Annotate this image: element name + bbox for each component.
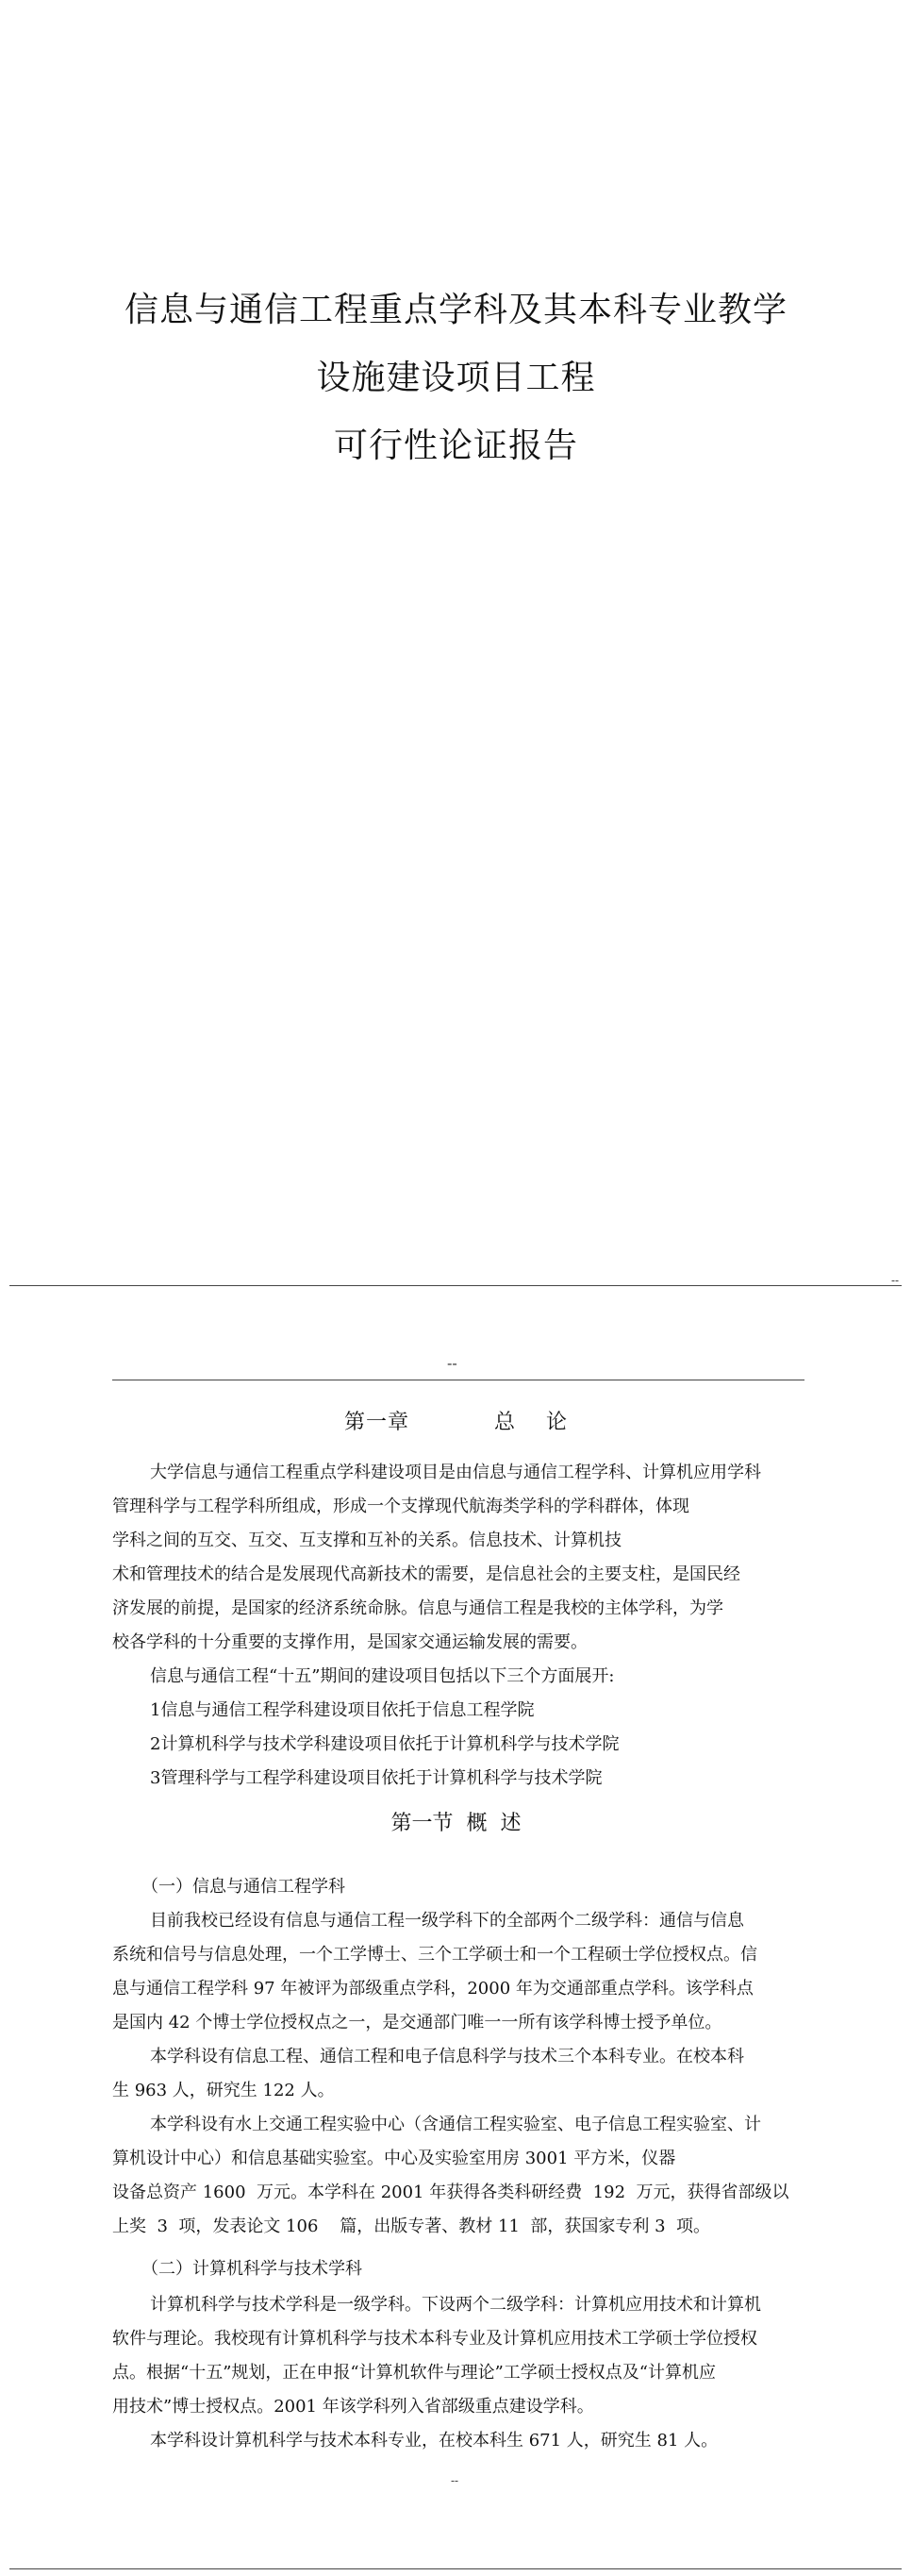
intro-line: 信息与通信工程“十五”期间的建设项目包括以下三个方面展开:: [150, 1666, 615, 1686]
chapter-heading: [0, 1406, 912, 1435]
intro-line: 术和管理技术的结合是发展现代高新技术的需要，是信息社会的主要支柱，是国民经: [112, 1564, 740, 1584]
sub2-line: 计算机科学与技术学科是一级学科。下设两个二级学科：计算机应用技术和计算机: [150, 2295, 761, 2315]
sub2-line: 用技术”博士授权点。2001 年该学科列入省部级重点建设学科。: [112, 2397, 594, 2417]
intro-line: 校各学科的十分重要的支撑作用，是国家交通运输发展的需要。: [112, 1632, 588, 1652]
sub2-line: 本学科设计算机科学与技术本科专业，在校本科生 671 人，研究生 81 人。: [150, 2431, 719, 2451]
intro-list-item: 2计算机科学与技术学科建设项目依托于计算机科学与技术学院: [150, 1734, 620, 1754]
sub1-line: 目前我校已经设有信息与通信工程一级学科下的全部两个二级学科：通信与信息: [150, 1911, 744, 1931]
sub1-paragraph-2: [112, 2040, 848, 2108]
sub2-line: 点。根据“十五”规划，正在申报“计算机软件与理论”工学硕士授权点及“计算机应: [112, 2363, 717, 2383]
sub1-paragraph-3: [112, 2108, 848, 2244]
sub1-line: 生 963 人，研究生 122 人。: [112, 2081, 335, 2100]
sub1-line: 设备总资产 1600 万元。本学科在 2001 年获得各类科研经费 192 万元，获得省部级以: [112, 2183, 789, 2202]
section-title: 第一节 概 述: [390, 1812, 522, 1835]
sub1-line: 本学科设有水上交通工程实验中心（含通信工程实验室、电子信息工程实验室、计: [150, 2115, 761, 2134]
page-bottom-rule: [9, 2568, 902, 2569]
sub1-line: 上奖 3 项，发表论文 106 篇，出版专著、教材 11 部，获国家专利 3 项。: [112, 2216, 710, 2236]
page-bottom-mark: --: [451, 2474, 459, 2487]
sub2-paragraph-1: [112, 2288, 848, 2424]
sub1-line: 算机设计中心）和信息基础实验室。中心及实验室用房 3001 平方米，仪器: [112, 2149, 676, 2168]
intro-line: 济发展的前提，是国家的经济系统命脉。信息与通信工程是我校的主体学科，为学: [112, 1598, 723, 1618]
intro-line: 管理科学与工程学科所组成，形成一个支撑现代航海类学科的学科群体，体现: [112, 1497, 689, 1516]
sub2-line: 软件与理论。我校现有计算机科学与技术本科专业及计算机应用技术工学硕士学位授权: [112, 2329, 757, 2349]
sub1-line: 系统和信号与信息处理，一个工学博士、三个工学硕士和一个工程硕士学位授权点。信: [112, 1945, 757, 1965]
cover-title-line-3: 可行性论证报告: [333, 427, 578, 465]
intro-line: 学科之间的互交、互交、互支撑和互补的关系。信息技术、计算机技: [112, 1531, 622, 1550]
page-top-mark: --: [447, 1354, 457, 1372]
cover-end-mark: --: [891, 1274, 900, 1287]
sub2-paragraph-2: [112, 2424, 848, 2458]
cover-title-line-1: 信息与通信工程重点学科及其本科专业教学: [124, 291, 788, 329]
cover-bottom-rule: [9, 1285, 902, 1286]
intro-list-item: 1信息与通信工程学科建设项目依托于信息工程学院: [150, 1700, 535, 1720]
chapter-number: 第一章: [344, 1411, 410, 1434]
sub1-line: 是国内 42 个博士学位授权点之一，是交通部门唯一一所有该学科博士授予单位。: [112, 2013, 722, 2032]
sub1-line: 本学科设有信息工程、通信工程和电子信息科学与技术三个本科专业。在校本科: [150, 2047, 744, 2066]
intro-list-item: 3管理科学与工程学科建设项目依托于计算机科学与技术学院: [150, 1768, 603, 1788]
subsection-title-1: （一）信息与通信工程学科: [141, 1877, 345, 1897]
intro-line: 大学信息与通信工程重点学科建设项目是由信息与通信工程学科、计算机应用学科: [150, 1463, 761, 1482]
subsection-title-2: （二）计算机科学与技术学科: [141, 2259, 362, 2279]
sub1-paragraph-1: [112, 1904, 848, 2040]
cover-title-line-2: 设施建设项目工程: [316, 359, 596, 397]
sub1-line: 息与通信工程学科 97 年被评为部级重点学科，2000 年为交通部重点学科。该学科点: [112, 1979, 754, 1999]
chapter-name: 总 论: [494, 1411, 568, 1434]
intro-paragraph: [112, 1456, 848, 1796]
